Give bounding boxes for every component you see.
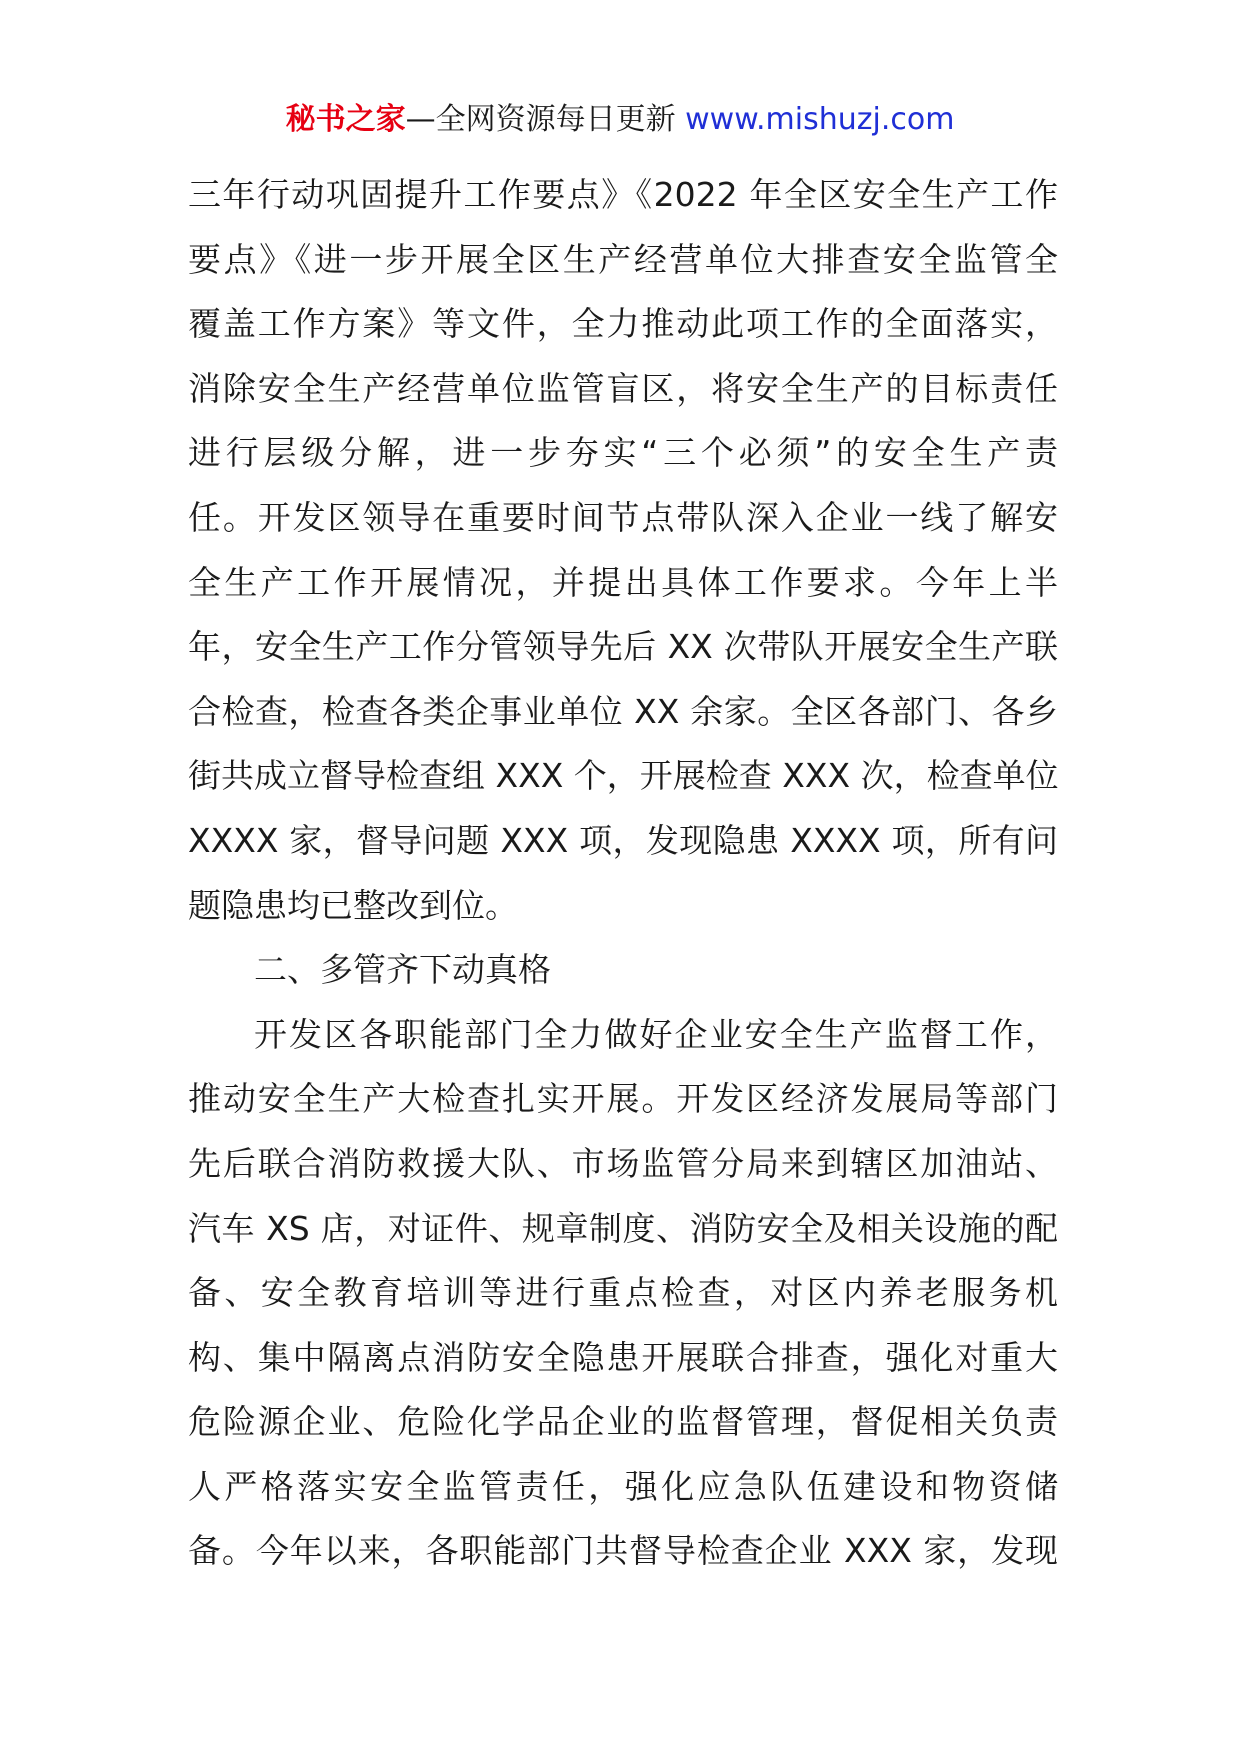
body-line: 合检查，检查各类企事业单位 XX 余家。全区各部门、各乡	[188, 691, 1058, 731]
body-line: 先后联合消防救援大队、市场监管分局来到辖区加油站、	[188, 1143, 1058, 1183]
body-line: 消除安全生产经营单位监管盲区，将安全生产的目标责任	[188, 368, 1058, 408]
body-line: 覆盖工作方案》等文件，全力推动此项工作的全面落实，	[188, 304, 1058, 344]
body-line: 要点》《进一步开展全区生产经营单位大排查安全监管全	[188, 239, 1058, 279]
header-tagline: —全网资源每日更新	[405, 102, 686, 137]
body-line: 街共成立督导检查组 XXX 个，开展检查 XXX 次，检查单位	[188, 756, 1059, 796]
body-line: 汽车 XS 店，对证件、规章制度、消防安全及相关设施的配	[188, 1208, 1058, 1248]
body-line: 进行层级分解，进一步夯实“三个必须”的安全生产责	[188, 433, 1058, 473]
body-line: 危险源企业、危险化学品企业的监督管理，督促相关负责	[188, 1402, 1058, 1442]
body-line: 全生产工作开展情况，并提出具体工作要求。今年上半	[188, 562, 1058, 602]
body-line: 备。今年以来，各职能部门共督导检查企业 XXX 家，发现	[188, 1531, 1058, 1571]
body-line: 备、安全教育培训等进行重点检查，对区内养老服务机	[188, 1273, 1058, 1313]
site-url-link[interactable]: www.mishuzj.com	[685, 102, 955, 137]
body-line: 构、集中隔离点消防安全隐患开展联合排查，强化对重大	[188, 1337, 1058, 1377]
site-header	[0, 100, 1240, 140]
brand-name: 秘书之家	[285, 102, 406, 137]
body-line: 三年行动巩固提升工作要点》《2022 年全区安全生产工作	[188, 175, 1058, 214]
body-line: 推动安全生产大检查扎实开展。开发区经济发展局等部门	[188, 1079, 1058, 1119]
body-line: 开发区各职能部门全力做好企业安全生产监督工作，	[254, 1014, 1058, 1054]
section-heading: 二、多管齐下动真格	[254, 950, 551, 990]
body-line: 人严格落实安全监管责任，强化应急队伍建设和物资储	[188, 1466, 1058, 1506]
body-line: 任。开发区领导在重要时间节点带队深入企业一线了解安	[188, 497, 1058, 537]
body-line: XXXX 家，督导问题 XXX 项，发现隐患 XXXX 项，所有问	[188, 820, 1058, 860]
body-line: 题隐患均已整改到位。	[188, 885, 518, 925]
body-line: 年，安全生产工作分管领导先后 XX 次带队开展安全生产联	[188, 627, 1058, 667]
document-body	[188, 163, 1058, 1584]
